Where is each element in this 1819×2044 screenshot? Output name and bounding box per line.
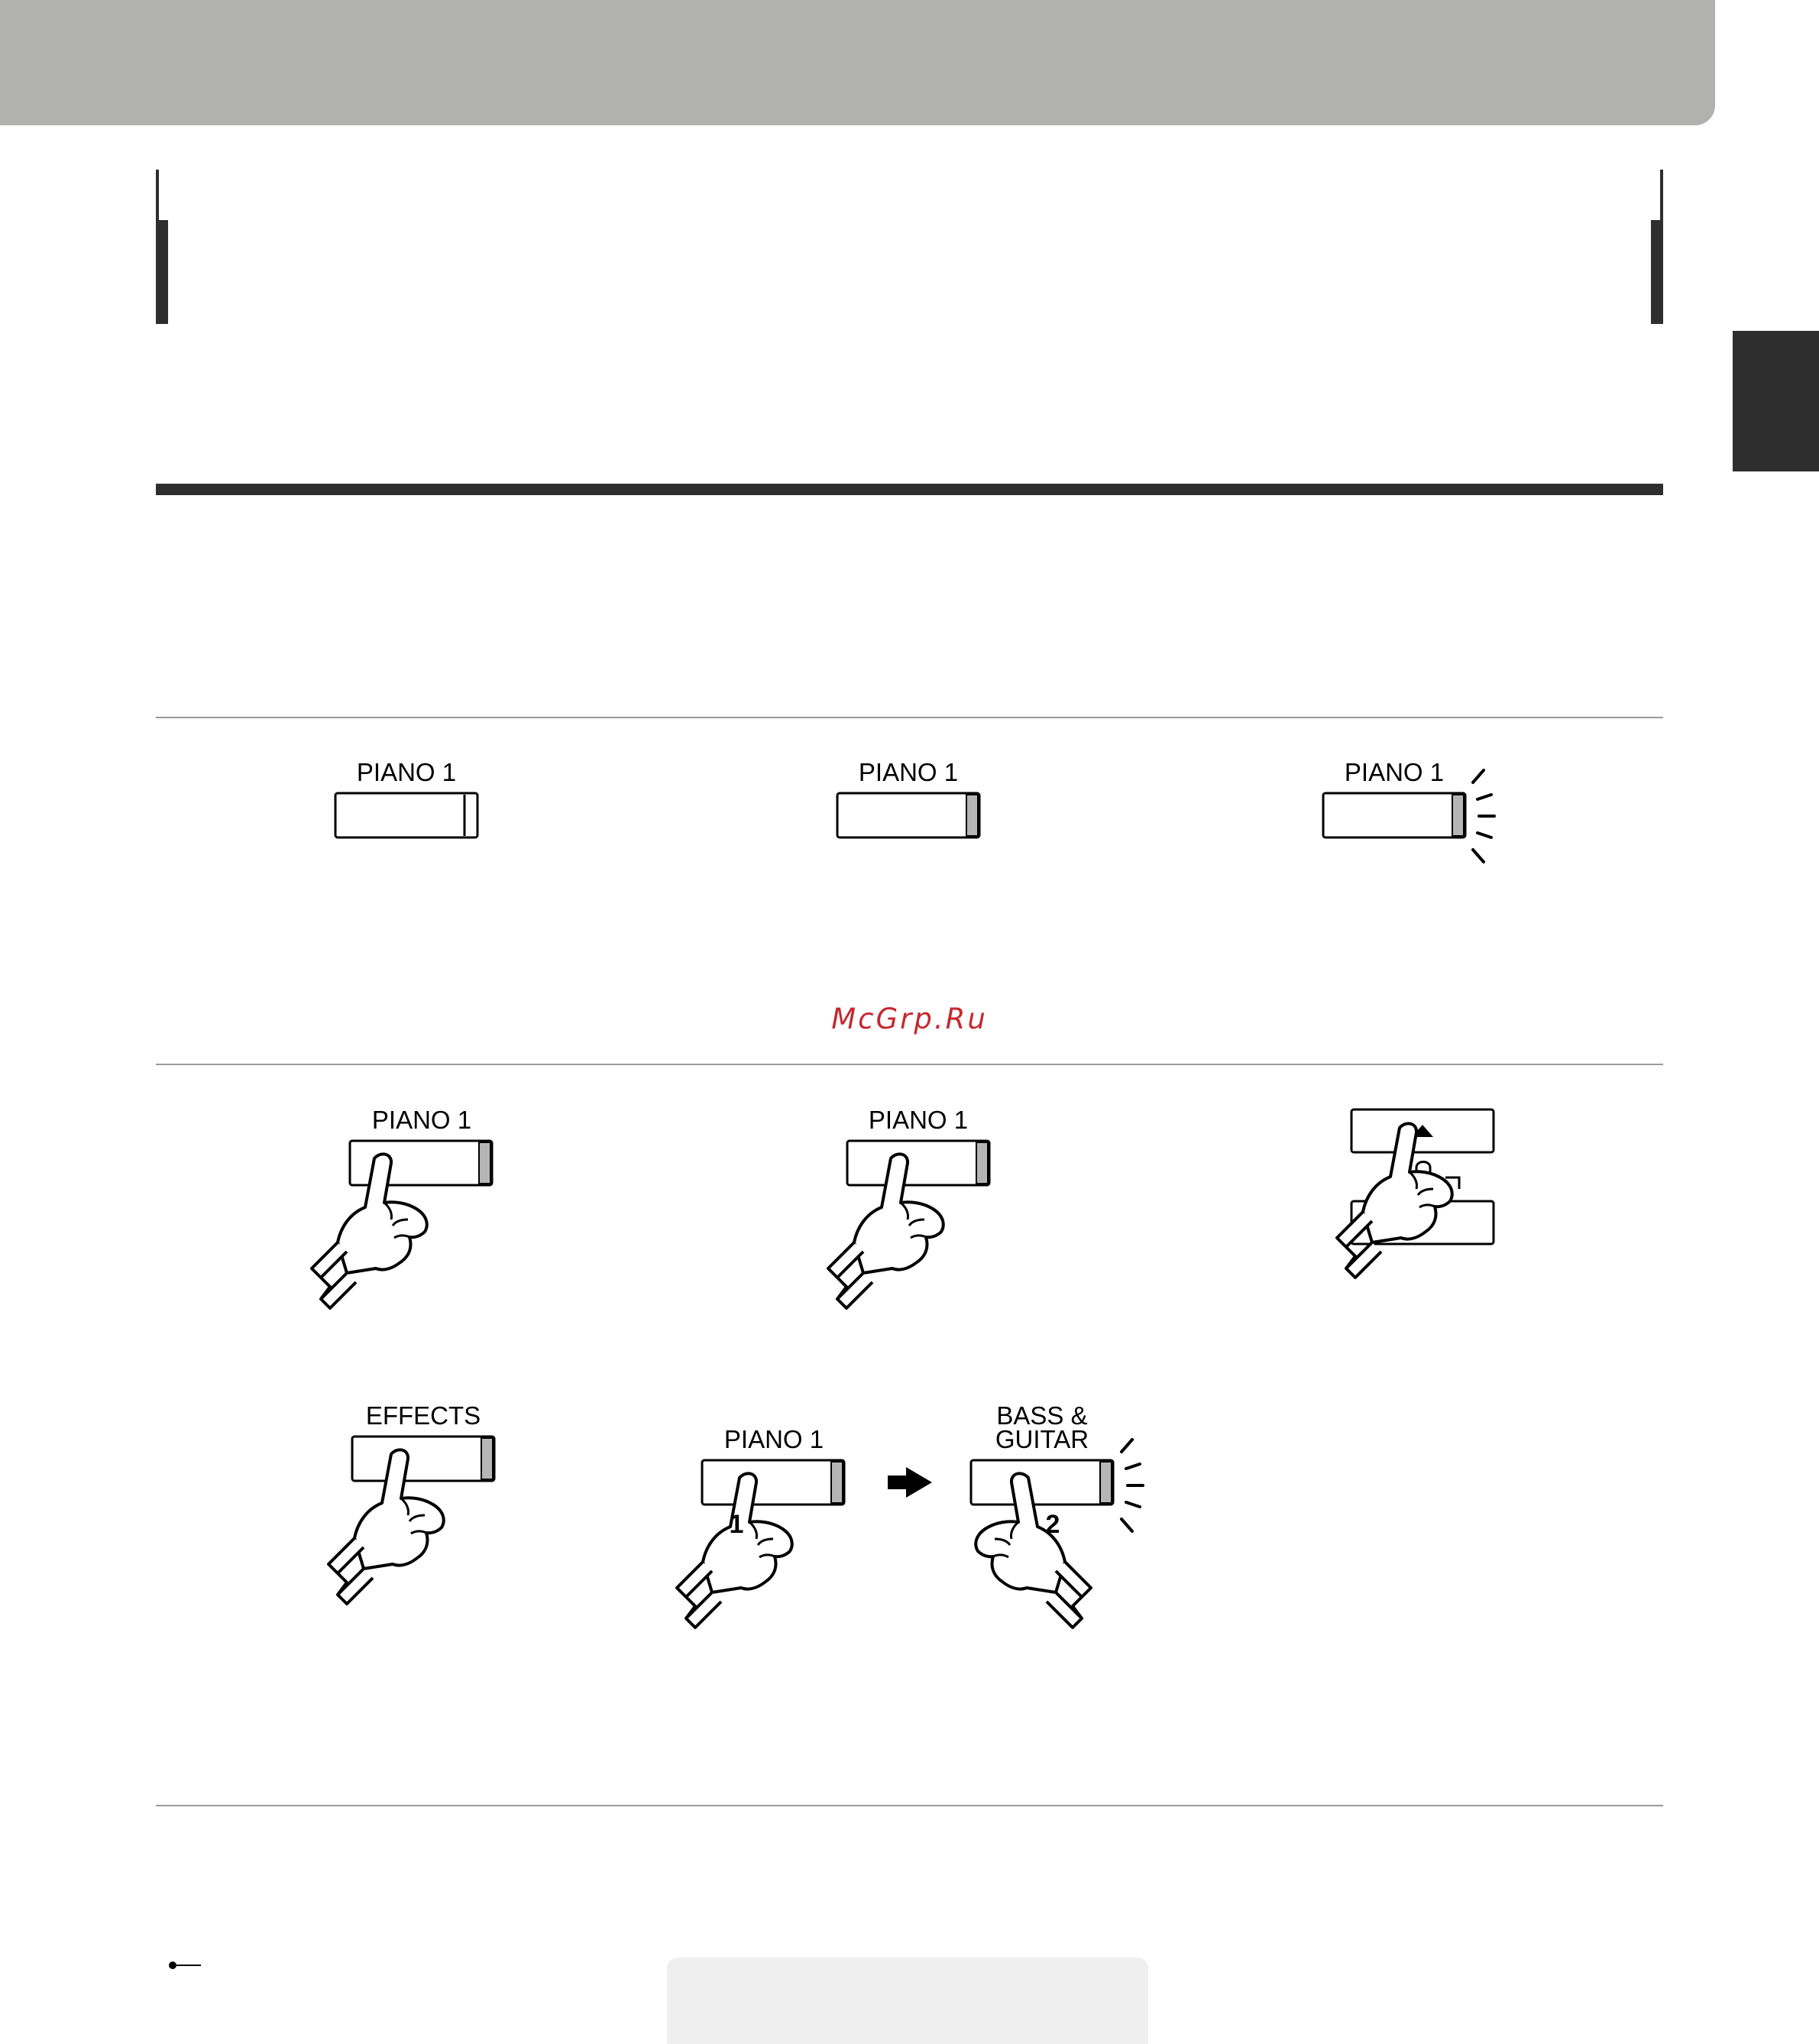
button-label-line1: BASS & (996, 1401, 1088, 1430)
button-label: PIANO 1 (723, 1425, 824, 1453)
blink-burst-icon (1122, 1440, 1143, 1531)
press-piano1-step-b (828, 1106, 989, 1308)
button-label: PIANO 1 (356, 758, 457, 786)
up-down-buttons (1337, 1109, 1494, 1278)
button-label: PIANO 1 (858, 758, 959, 786)
button-led-on (837, 758, 979, 837)
button-led-off (335, 758, 477, 837)
footer-box (667, 1958, 1148, 2044)
step-number: 1 (729, 1510, 744, 1539)
press-piano1-first (677, 1425, 844, 1628)
button-label: EFFECTS (365, 1401, 481, 1430)
button-led-blinking (1323, 758, 1494, 862)
button-label: PIANO 1 (1344, 758, 1445, 786)
button-label: PIANO 1 (371, 1106, 472, 1134)
press-effects (329, 1401, 494, 1604)
press-piano1-step-a (312, 1106, 492, 1308)
step-number: 2 (1045, 1510, 1060, 1539)
button-label: PIANO 1 (868, 1106, 969, 1134)
blink-burst-icon (1473, 770, 1494, 862)
watermark: McGrp.Ru (831, 1003, 988, 1035)
press-bass-guitar-second (971, 1401, 1143, 1628)
arrow-right-icon (888, 1467, 932, 1498)
button-label-line2: GUITAR (995, 1425, 1089, 1453)
footer-marker-icon (167, 1960, 201, 1971)
